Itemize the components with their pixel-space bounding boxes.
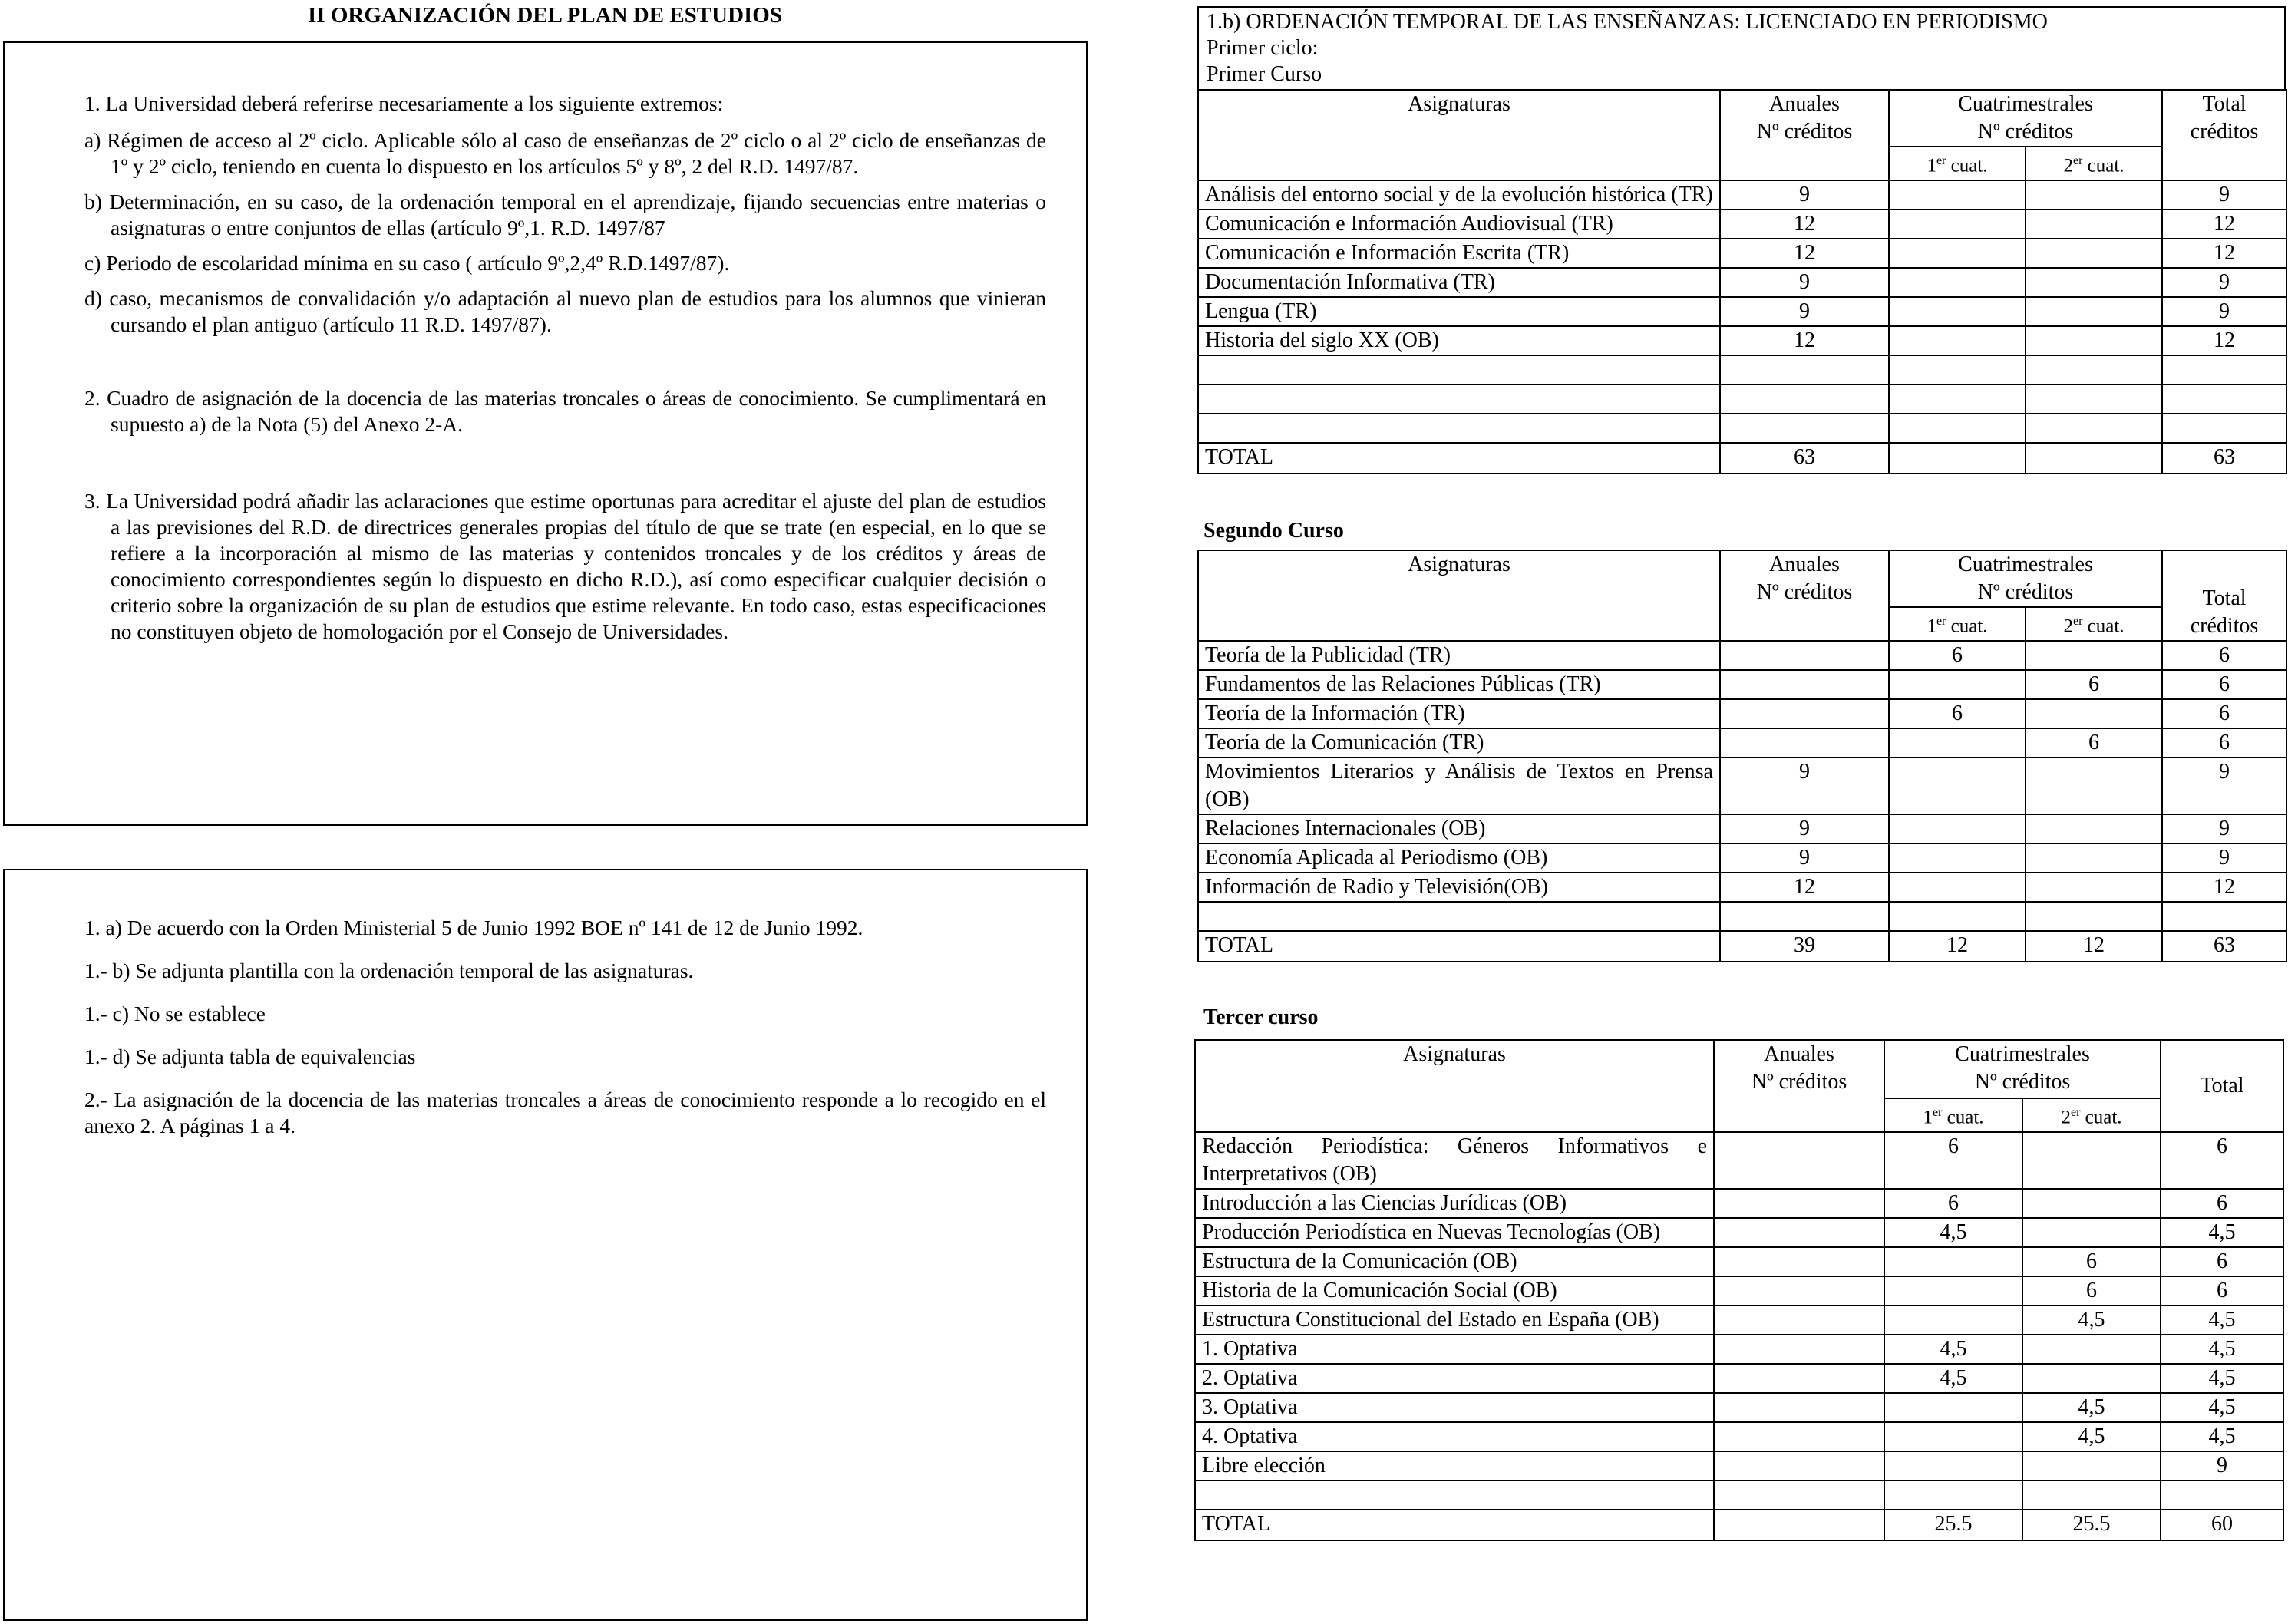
- anual-cell: [1714, 1393, 1884, 1422]
- response-item: 2.- La asignación de la docencia de las materias troncales a áreas de conocimiento responde a lo recogido en el anexo 2. A páginas 1 a 4.: [84, 1088, 1046, 1137]
- cuat2-cell: [2022, 1218, 2161, 1247]
- total-cell: 4,5: [2161, 1393, 2283, 1422]
- responses-box: [3, 869, 1088, 1621]
- total-cell: 9: [2161, 1451, 2283, 1480]
- cuat2-cell: [2022, 1335, 2161, 1364]
- anual-cell: [1714, 1335, 1884, 1364]
- cuat1-cell: [1884, 1305, 2022, 1335]
- instruction-item: 2. Cuadro de asignación de la docencia de las materias troncales o áreas de conocimiento. Se cumplimentará en supuesto a) de la Nota (5) del Anexo 2-A.: [84, 386, 1046, 436]
- segundo-curso-table: [1197, 550, 2286, 962]
- cuat1-cell: [1889, 268, 2026, 297]
- anual-cell: 9: [1720, 843, 1889, 873]
- cuat1-cell: [1889, 326, 2026, 355]
- instruction-item: c) Periodo de escolaridad mínima en su caso ( artículo 9º,2,4º R.D.1497/87).: [84, 251, 730, 275]
- anual-cell: 12: [1720, 210, 1889, 239]
- cuat2-cell: 4,5: [2022, 1422, 2161, 1451]
- subject-cell: Fundamentos de las Relaciones Públicas (TR): [1198, 670, 1720, 699]
- total-cell: 6: [2161, 1276, 2283, 1305]
- cuat2-cell: [2022, 1451, 2161, 1480]
- col-header-cuatrimestrales: Cuatrimestrales Nº créditos: [1889, 550, 2162, 607]
- instruction-item: a) Régimen de acceso al 2º ciclo. Aplicable sólo al caso de enseñanzas de 2º ciclo o al 2º ciclo de enseñanzas de 1º y 2º ciclo, teniendo en cuenta lo dispuesto en los artículos 5º y 8º, 2 del R.D. 1497/87.: [84, 128, 1046, 178]
- col-header-asignaturas: Asignaturas: [1195, 1040, 1714, 1132]
- primer-curso-rows: [1198, 180, 2286, 355]
- table-row: [1195, 1247, 2283, 1276]
- subject-cell: Redacción Periodística: Géneros Informativos e Interpretativos (OB): [1195, 1132, 1714, 1189]
- col-header-anuales: Anuales Nº créditos: [1720, 90, 1889, 180]
- col-header-1er-cuat: 1er cuat.: [1889, 147, 2026, 180]
- total-cell: 6: [2162, 641, 2286, 670]
- cuat1-cell: 4,5: [1884, 1218, 2022, 1247]
- tercer-curso-table: [1194, 1039, 2283, 1541]
- col-header-asignaturas: Asignaturas: [1198, 90, 1720, 180]
- cuat2-cell: [2026, 758, 2162, 814]
- anual-cell: [1714, 1189, 1884, 1218]
- subject-cell: Estructura de la Comunicación (OB): [1195, 1247, 1714, 1276]
- col-header-total: Total créditos: [2162, 550, 2286, 641]
- col-header-2do-cuat: 2er cuat.: [2022, 1098, 2161, 1132]
- cuat1-cell: 4,5: [1884, 1335, 2022, 1364]
- total-cell: 4,5: [2161, 1422, 2283, 1451]
- primer-curso-table: [1197, 89, 2286, 474]
- anual-cell: 9: [1720, 758, 1889, 814]
- cuat2-cell: [2022, 1364, 2161, 1393]
- total-cell: 4,5: [2161, 1218, 2283, 1247]
- total-row: TOTAL 39 12 12 63: [1198, 931, 2286, 962]
- instruction-item: b) Determinación, en su caso, de la ordenación temporal en el aprendizaje, fijando secuencias entre materias o asignaturas o entre conjuntos de ellas (artículo 9º,1. R.D. 1497/87: [84, 190, 1046, 239]
- col-header-2do-cuat: 2er cuat.: [2026, 147, 2162, 180]
- total-cell: 9: [2162, 814, 2286, 843]
- col-header-anuales: Anuales Nº créditos: [1720, 550, 1889, 641]
- cuat1-cell: [1884, 1451, 2022, 1480]
- anual-cell: 9: [1720, 297, 1889, 326]
- anual-cell: 12: [1720, 326, 1889, 355]
- cuat1-cell: [1884, 1276, 2022, 1305]
- table-row: [1195, 1276, 2283, 1305]
- response-item: 1. a) De acuerdo con la Orden Ministerial 5 de Junio 1992 BOE nº 141 de 12 de Junio 1992.: [84, 916, 863, 939]
- cuat2-cell: [2026, 180, 2162, 210]
- cuat1-cell: [1884, 1422, 2022, 1451]
- instructions-box: [3, 41, 1088, 826]
- cuat1-cell: [1889, 758, 2026, 814]
- subject-cell: Teoría de la Publicidad (TR): [1198, 641, 1720, 670]
- cuat1-cell: 6: [1889, 699, 2026, 728]
- col-header-1er-cuat: 1er cuat.: [1889, 607, 2026, 641]
- table-row: [1198, 843, 2286, 873]
- cuat2-cell: [2022, 1132, 2161, 1189]
- subject-cell: Teoría de la Comunicación (TR): [1198, 728, 1720, 758]
- table-row: [1195, 1132, 2283, 1189]
- total-row: TOTAL 63 63: [1198, 443, 2286, 474]
- anual-cell: [1714, 1364, 1884, 1393]
- table-row: [1198, 873, 2286, 902]
- cuat2-cell: 6: [2026, 670, 2162, 699]
- cuat1-cell: 6: [1884, 1189, 2022, 1218]
- cuat2-cell: 6: [2026, 728, 2162, 758]
- cuat1-cell: 6: [1889, 641, 2026, 670]
- total-cell: 12: [2162, 873, 2286, 902]
- total-cell: 9: [2162, 843, 2286, 873]
- cuat1-cell: 4,5: [1884, 1364, 2022, 1393]
- total-row: TOTAL 25.5 25.5 60: [1195, 1510, 2283, 1540]
- total-cell: 4,5: [2161, 1335, 2283, 1364]
- subject-cell: Economía Aplicada al Periodismo (OB): [1198, 843, 1720, 873]
- col-header-total: Total créditos: [2162, 90, 2286, 180]
- col-header-anuales: Anuales Nº créditos: [1714, 1040, 1884, 1132]
- anual-cell: [1720, 699, 1889, 728]
- cuat1-cell: [1889, 670, 2026, 699]
- anual-cell: [1714, 1422, 1884, 1451]
- total-cell: 6: [2162, 699, 2286, 728]
- subject-cell: 2. Optativa: [1195, 1364, 1714, 1393]
- subject-cell: 4. Optativa: [1195, 1422, 1714, 1451]
- response-item: 1.- d) Se adjunta tabla de equivalencias: [84, 1045, 416, 1068]
- anual-cell: [1720, 641, 1889, 670]
- subject-cell: Comunicación e Información Escrita (TR): [1198, 239, 1720, 268]
- anual-cell: [1720, 728, 1889, 758]
- cuat2-cell: 6: [2022, 1247, 2161, 1276]
- table-row: [1195, 1218, 2283, 1247]
- instruction-item: 3. La Universidad podrá añadir las aclaraciones que estime oportunas para acreditar el ajuste del plan de estudios a las previsiones del R.D. de directrices generales propias del título de que se trate (en especial, en lo que se refiere a la incorporación al mismo de las materias y contenidos troncales y de los créditos y áreas de conocimiento correspondientes según lo dispuesto en dicho R.D.), así como especificar cualquier decisión o criterio sobre la organización de su plan de estudios que estime relevante. En todo caso, estas especificaciones no constituyen objeto de homologación por el Consejo de Universidades.: [84, 489, 1046, 643]
- response-item: 1.- c) No se establece: [84, 1002, 266, 1025]
- header-curso: Primer Curso: [1207, 62, 1322, 86]
- table-row: [1198, 268, 2286, 297]
- cuat2-cell: [2026, 210, 2162, 239]
- col-header-total: Total: [2161, 1040, 2283, 1132]
- cuat1-cell: [1889, 180, 2026, 210]
- anual-cell: [1714, 1132, 1884, 1189]
- total-cell: 6: [2161, 1132, 2283, 1189]
- header-ciclo: Primer ciclo:: [1207, 36, 1319, 60]
- subject-cell: Información de Radio y Televisión(OB): [1198, 873, 1720, 902]
- col-header-1er-cuat: 1er cuat.: [1884, 1098, 2022, 1132]
- table-row: [1198, 210, 2286, 239]
- subject-cell: Análisis del entorno social y de la evolución histórica (TR): [1198, 180, 1720, 210]
- total-cell: 6: [2162, 728, 2286, 758]
- table-row: [1198, 814, 2286, 843]
- cuat2-cell: [2026, 699, 2162, 728]
- instruction-item: 1. La Universidad deberá referirse necesariamente a los siguiente extremos:: [84, 91, 724, 115]
- cuat1-cell: [1884, 1247, 2022, 1276]
- anual-cell: [1714, 1247, 1884, 1276]
- table-row: [1198, 180, 2286, 210]
- anual-cell: 9: [1720, 268, 1889, 297]
- total-cell: 9: [2162, 297, 2286, 326]
- cuat2-cell: 4,5: [2022, 1305, 2161, 1335]
- anual-cell: 12: [1720, 239, 1889, 268]
- cuat2-cell: [2026, 297, 2162, 326]
- table-row: [1198, 728, 2286, 758]
- total-cell: 9: [2162, 758, 2286, 814]
- col-header-asignaturas: Asignaturas: [1198, 550, 1720, 641]
- subject-cell: 1. Optativa: [1195, 1335, 1714, 1364]
- col-header-2do-cuat: 2er cuat.: [2026, 607, 2162, 641]
- anual-cell: [1714, 1305, 1884, 1335]
- cuat1-cell: [1889, 239, 2026, 268]
- cuat2-cell: [2026, 326, 2162, 355]
- total-cell: 6: [2161, 1189, 2283, 1218]
- subject-cell: Historia de la Comunicación Social (OB): [1195, 1276, 1714, 1305]
- cuat1-cell: [1884, 1393, 2022, 1422]
- anual-cell: [1714, 1218, 1884, 1247]
- total-cell: 6: [2162, 670, 2286, 699]
- subject-cell: Documentación Informativa (TR): [1198, 268, 1720, 297]
- cuat1-cell: [1889, 814, 2026, 843]
- cuat2-cell: [2026, 239, 2162, 268]
- tercer-curso-label: Tercer curso: [1203, 1005, 1319, 1029]
- total-cell: 12: [2162, 326, 2286, 355]
- cuat1-cell: [1889, 210, 2026, 239]
- cuat1-cell: [1889, 843, 2026, 873]
- total-cell: 12: [2162, 210, 2286, 239]
- subject-cell: Producción Periodística en Nuevas Tecnologías (OB): [1195, 1218, 1714, 1247]
- anual-cell: [1720, 670, 1889, 699]
- anual-cell: 9: [1720, 180, 1889, 210]
- total-cell: 9: [2162, 180, 2286, 210]
- subject-cell: 3. Optativa: [1195, 1393, 1714, 1422]
- cuat2-cell: [2026, 873, 2162, 902]
- cuat2-cell: [2026, 268, 2162, 297]
- total-cell: 9: [2162, 268, 2286, 297]
- table-row: [1198, 699, 2286, 728]
- segundo-curso-rows: [1198, 641, 2286, 902]
- table-row: [1198, 670, 2286, 699]
- header-title: 1.b) ORDENACIÓN TEMPORAL DE LAS ENSEÑANZAS: LICENCIADO EN PERIODISMO: [1207, 10, 2048, 34]
- col-header-cuatrimestrales: Cuatrimestrales Nº créditos: [1889, 90, 2162, 147]
- tercer-curso-rows: [1195, 1132, 2283, 1480]
- total-cell: 12: [2162, 239, 2286, 268]
- response-item: 1.- b) Se adjunta plantilla con la ordenación temporal de las asignaturas.: [84, 959, 694, 982]
- table-row: [1198, 297, 2286, 326]
- anual-cell: [1714, 1451, 1884, 1480]
- col-header-cuatrimestrales: Cuatrimestrales Nº créditos: [1884, 1040, 2161, 1098]
- subject-cell: Introducción a las Ciencias Jurídicas (OB): [1195, 1189, 1714, 1218]
- total-cell: 4,5: [2161, 1364, 2283, 1393]
- table-row: [1195, 1305, 2283, 1335]
- subject-cell: Comunicación e Información Audiovisual (TR): [1198, 210, 1720, 239]
- anual-cell: [1714, 1276, 1884, 1305]
- table-row: [1198, 758, 2286, 814]
- table-row: [1195, 1335, 2283, 1364]
- table-row: [1198, 239, 2286, 268]
- anual-cell: 12: [1720, 873, 1889, 902]
- table-row: [1195, 1189, 2283, 1218]
- table-row: [1198, 326, 2286, 355]
- cuat2-cell: [2026, 814, 2162, 843]
- ordering-header: [1197, 6, 2286, 89]
- cuat1-cell: [1889, 873, 2026, 902]
- subject-cell: Libre elección: [1195, 1451, 1714, 1480]
- table-row: [1195, 1422, 2283, 1451]
- section-title: II ORGANIZACIÓN DEL PLAN DE ESTUDIOS: [308, 3, 782, 28]
- subject-cell: Relaciones Internacionales (OB): [1198, 814, 1720, 843]
- segundo-curso-label: Segundo Curso: [1203, 519, 1344, 543]
- subject-cell: Historia del siglo XX (OB): [1198, 326, 1720, 355]
- total-cell: 4,5: [2161, 1305, 2283, 1335]
- cuat2-cell: 4,5: [2022, 1393, 2161, 1422]
- cuat2-cell: [2026, 641, 2162, 670]
- table-row: [1195, 1364, 2283, 1393]
- subject-cell: Estructura Constitucional del Estado en España (OB): [1195, 1305, 1714, 1335]
- cuat1-cell: [1889, 728, 2026, 758]
- cuat1-cell: [1889, 297, 2026, 326]
- subject-cell: Movimientos Literarios y Análisis de Textos en Prensa (OB): [1198, 758, 1720, 814]
- cuat2-cell: [2026, 843, 2162, 873]
- table-row: [1195, 1451, 2283, 1480]
- total-cell: 6: [2161, 1247, 2283, 1276]
- subject-cell: Lengua (TR): [1198, 297, 1720, 326]
- cuat1-cell: 6: [1884, 1132, 2022, 1189]
- subject-cell: Teoría de la Información (TR): [1198, 699, 1720, 728]
- table-row: [1195, 1393, 2283, 1422]
- instruction-item: d) caso, mecanismos de convalidación y/o adaptación al nuevo plan de estudios para los alumnos que vinieran cursando el plan antiguo (artículo 11 R.D. 1497/87).: [84, 286, 1046, 336]
- cuat2-cell: 6: [2022, 1276, 2161, 1305]
- table-row: [1198, 641, 2286, 670]
- cuat2-cell: [2022, 1189, 2161, 1218]
- anual-cell: 9: [1720, 814, 1889, 843]
